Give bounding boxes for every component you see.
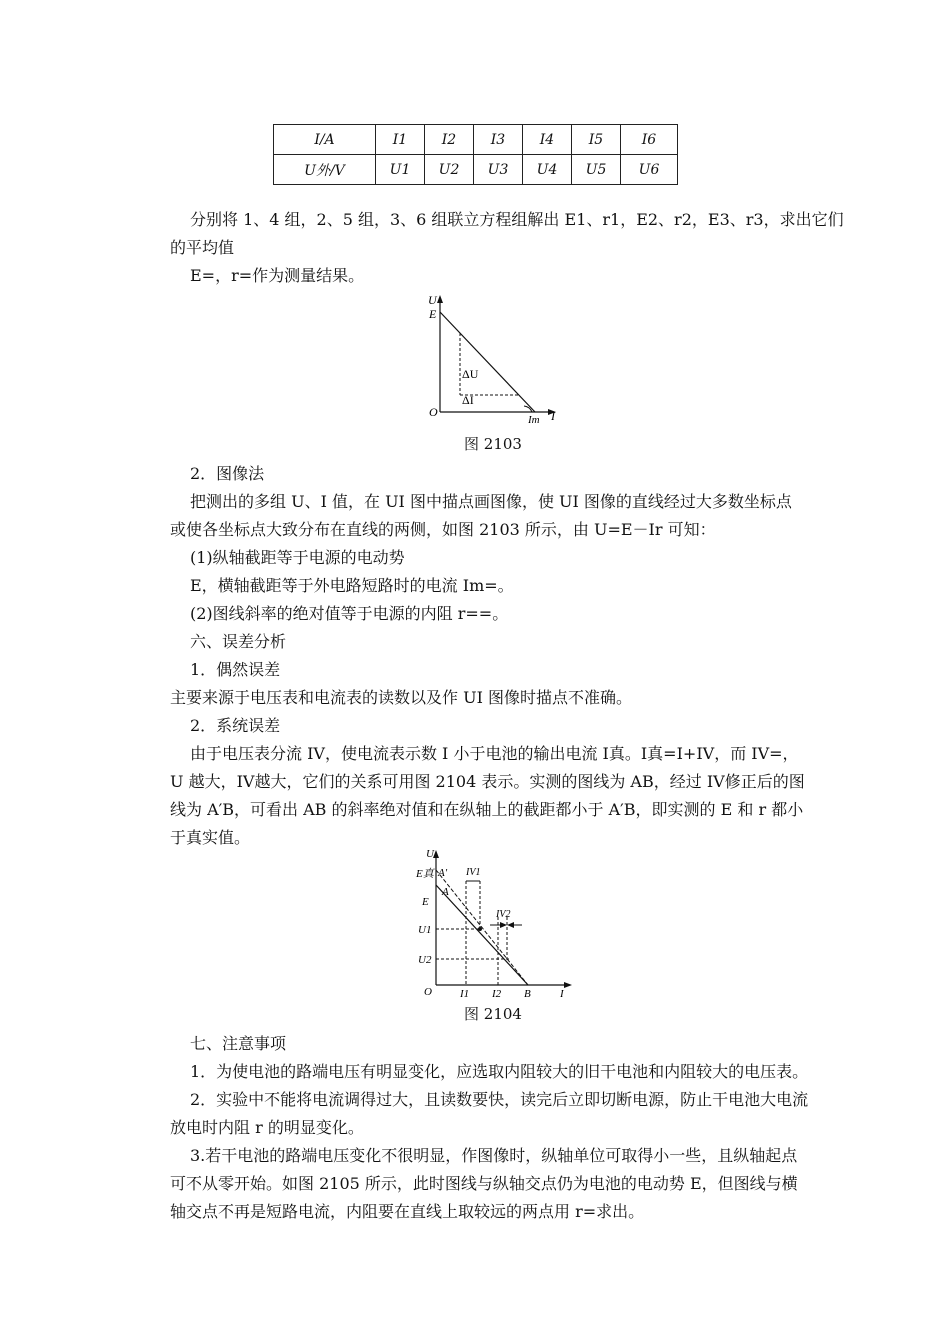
axis-label-i: I [560,988,564,1000]
measurement-table [273,124,678,185]
label-iv1: IV1 [466,867,481,878]
paragraph: 3.若干电池的路端电压变化不很明显，作图像时，纵轴单位可取得小一些，且纵轴起点可不从零开始。如图 2105 所示，此时图线与纵轴交点仍为电池的电动势 E，但图线与横轴交点不再是短路电流，内阻要在直线上取较远的两点用 r=求出。 [170,1146,798,1221]
table-row [274,125,678,155]
table-cell: I3 [474,125,523,155]
label-im: Im [528,414,540,425]
axis-label-i: I [551,409,555,423]
label-a-prime: A′ [438,867,448,879]
table-cell: U1 [376,155,425,185]
table-cell: U2 [425,155,474,185]
label-e-true: E真 [416,868,434,880]
paragraph: (1)纵轴截距等于电源的电动势 [190,548,405,567]
table-cell: I1 [376,125,425,155]
paragraph: 把测出的多组 U、I 值，在 UI 图中描点画图像，使 UI 图像的直线经过大多数坐标点 [190,492,792,511]
paragraph: 1．为使电池的路端电压有明显变化，应选取内阻较大的旧干电池和内阻较大的电压表。 [190,1062,809,1081]
section-heading: 2．图像法 [190,464,265,483]
figure-caption: 图 2103 [464,435,522,453]
label-delta-i: ΔI [462,393,474,407]
paragraph: E，横轴截距等于外电路短路时的电流 Im=。 [190,576,514,595]
paragraph: 的平均值 [170,238,235,257]
figure-2104-diagram [410,845,580,1000]
label-b: B [524,988,531,1000]
table-cell: I5 [572,125,621,155]
table-cell: U5 [572,155,621,185]
paragraph: 分别将 1、4 组，2、5 组，3、6 组联立方程组解出 E1、r1，E2、r2，E3、r3，求出它们 [190,210,844,229]
paragraph: (2)图线斜率的绝对值等于电源的内阻 r==。 [190,604,509,623]
paragraph: 或使各坐标点大致分布在直线的两侧，如图 2103 所示，由 U=E－Ir 可知： [170,520,716,539]
label-delta-u: ΔU [462,367,479,381]
figure-2103-diagram [420,290,560,425]
table-cell: U6 [621,155,678,185]
label-origin: O [429,405,438,419]
axis-label-u: U [428,293,437,307]
label-u1: U1 [418,924,432,936]
table-cell: I6 [621,125,678,155]
label-i2: I2 [492,988,502,1000]
paragraph: 2．实验中不能将电流调得过大，且读数要快，读完后立即切断电源，防止干电池大电流放电时内阻 r 的明显变化。 [170,1090,809,1137]
table-row [274,155,678,185]
axis-label-u: U [426,848,434,860]
label-i1: I1 [460,988,470,1000]
label-u2: U2 [418,954,432,966]
paragraph: E=，r=作为测量结果。 [190,266,365,285]
label-iv2: IV2 [496,909,511,920]
label-e: E [422,896,429,908]
table-cell: I4 [523,125,572,155]
paragraph: 由于电压表分流 IV，使电流表示数 I 小于电池的输出电流 I真。I真=I+IV，而 IV=，U 越大，IV越大，它们的关系可用图 2104 表示。实测的图线为 AB，经过 IV修正后的图线为 A′B，可看出 AB 的斜率绝对值和在纵轴上的截距都小于 A′B，即实测的 E 和 r 都小于真实值。 [170,744,805,847]
label-origin: O [424,986,432,998]
section-heading: 七、注意事项 [190,1034,287,1053]
paragraph: 主要来源于电压表和电流表的读数以及作 UI 图像时描点不准确。 [170,688,632,707]
section-heading: 2．系统误差 [190,716,281,735]
label-e: E [429,307,437,321]
table-cell: I/A [274,125,376,155]
figure-caption: 图 2104 [464,1005,522,1023]
section-heading: 六、误差分析 [190,632,287,651]
label-a: A [442,886,449,898]
table-cell: U3 [474,155,523,185]
table-cell: U4 [523,155,572,185]
table-cell: U外/V [274,155,376,185]
section-heading: 1．偶然误差 [190,660,281,679]
table-cell: I2 [425,125,474,155]
